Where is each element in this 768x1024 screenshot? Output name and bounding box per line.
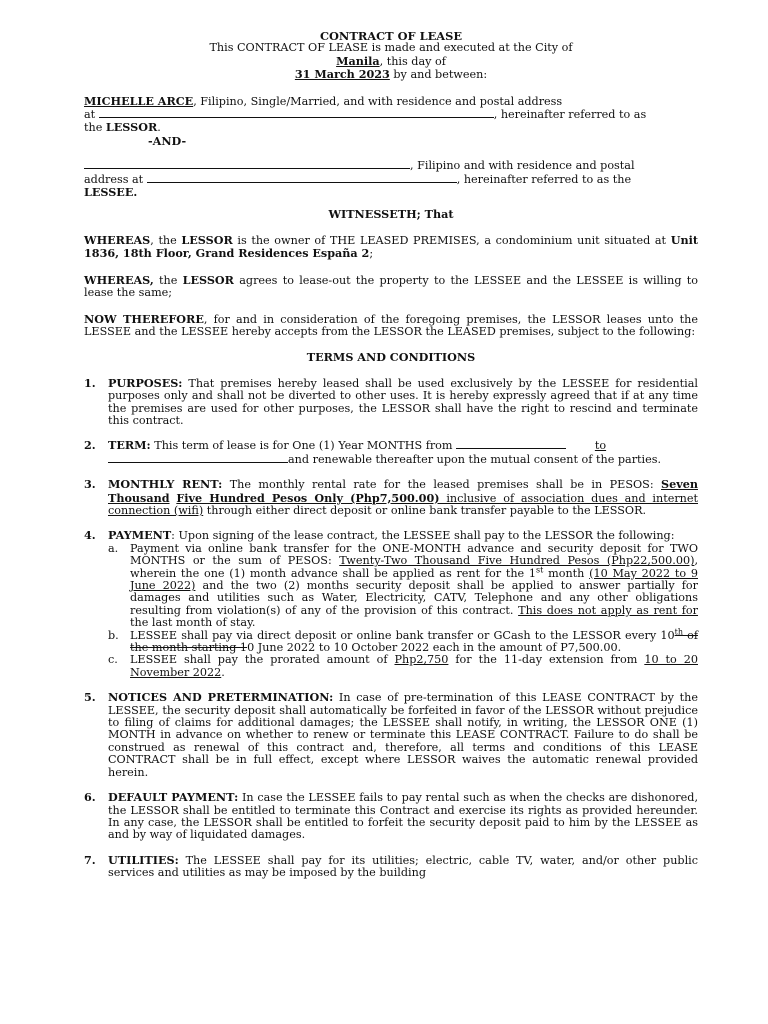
first-month-period: (10 May 2022 to 9 June 2022) — [130, 566, 698, 592]
term-text: In case of pre-termination of this LEASE CONTRACT by the LESSEE, the security deposit shall automatically be forfeited in favor of the LESSOR without prejudice to filing of claims for additional damages; the LESSEE shall notify, in writing, the LESSOR ONE (1) MONTH in advance on whether to renew or terminate this LEASE CONTRACT. Failure to do shall be construed as renewal of this contract and, therefore, all terms and conditions of this LEASE CONTRACT shall be in full effect, except where LESSOR waives the automatic renewal provided herein. — [108, 691, 698, 779]
lessee-name-blank — [84, 159, 410, 169]
payment-item-c — [108, 654, 698, 679]
document-title: CONTRACT OF LEASE — [319, 29, 463, 43]
term-number: 3. — [84, 477, 96, 492]
and-separator: -AND- — [148, 133, 187, 148]
term-heading: PAYMENT — [108, 528, 172, 543]
now-therefore — [84, 313, 698, 339]
term-utilities — [84, 854, 698, 880]
now-therefore-text: , for and in consideration of the foregoing premises, the LESSOR leases unto the LESSEE and the LESSEE hereby accepts from the LESSOR the LEASED premises, subject to the following: — [84, 312, 698, 338]
whereas-2-lead: WHEREAS, — [84, 272, 154, 287]
payment-item-a — [108, 543, 698, 630]
superscript-st: st — [536, 564, 544, 574]
item-a-text-4: and the two (2) months security deposit shall be applied to answer partially for damages and utilities such as Water, Electricity, CATV, Telephone and any other obligations resulting from violation(s) of any of the provision of this contract. — [130, 579, 698, 617]
item-b-text-1: LESSEE shall pay via direct deposit or online bank transfer or GCash to the LESSOR every 10 — [130, 628, 675, 642]
item-letter: c. — [108, 653, 118, 667]
city-line — [84, 55, 698, 68]
term-heading: DEFAULT PAYMENT: — [108, 790, 239, 805]
term-purposes — [84, 377, 698, 428]
whereas-1-lead: WHEREAS — [84, 232, 151, 247]
superscript-th: th — [674, 626, 683, 636]
term-start-blank — [456, 439, 566, 449]
term-heading: TERM: — [108, 438, 151, 453]
lessee-address-blank — [147, 173, 457, 183]
whereas-1-text-b: is the owner of THE LEASED PREMISES, a condominium unit situated at — [232, 233, 671, 247]
whereas-2-text-a: the — [153, 273, 183, 287]
item-c-text-1: LESSEE shall pay the prorated amount of — [130, 653, 395, 667]
witnesseth-heading: WITNESSETH; That — [328, 207, 454, 222]
term-text-b: and renewable thereafter upon the mutual consent of the parties. — [288, 452, 662, 466]
deposit-amount: Twenty-Two Thousand Five Hundred Pesos (Php22,500.00) — [339, 554, 695, 568]
item-letter: a. — [108, 541, 119, 555]
this-day: , this day of — [379, 54, 446, 68]
lessee-desc: , Filipino and with residence and postal — [410, 159, 635, 173]
term-heading: PURPOSES: — [108, 375, 183, 390]
term-text-a: This term of lease is for One (1) Year MONTHS from — [150, 439, 457, 453]
lessor-period: . — [157, 121, 161, 135]
term-text: The LESSEE shall pay for its utilities; electric, cable TV, water, and/or other public services and utilities as may be imposed by the building — [108, 853, 698, 880]
term-number: 4. — [84, 528, 96, 543]
prorated-amount: Php2,750 — [394, 653, 449, 667]
not-rent-note: This does not apply as rent for — [518, 603, 699, 617]
term-default-payment — [84, 791, 698, 842]
item-b-text-2: 0 June 2022 to 10 October 2022 each in the amount of P7,500.00. — [247, 641, 622, 655]
item-c-text-3: . — [221, 665, 225, 679]
whereas-2-text-b: agrees to lease-out the property to the LESSEE and the LESSEE is willing to lease the same; — [84, 273, 698, 300]
rent-inclusions: inclusive of association dues and internet connection (wifi) — [108, 491, 698, 517]
whereas-1 — [84, 234, 698, 261]
item-a-text-3: month — [543, 566, 590, 580]
lessor-paragraph — [84, 95, 698, 135]
item-letter: b. — [108, 628, 119, 642]
lessor-referred: , hereinafter referred to as — [493, 108, 647, 122]
struck-text: of the month starting 1 — [130, 628, 698, 655]
term-heading: UTILITIES: — [108, 852, 179, 867]
lessee-address-at: address at — [84, 172, 144, 186]
term-intro: : Upon signing of the lease contract, the LESSEE shall pay to the LESSOR the following: — [171, 529, 675, 543]
contract-date: 31 March 2023 — [294, 67, 390, 82]
payment-item-b — [108, 626, 698, 655]
whereas-2 — [84, 274, 698, 300]
term-number: 6. — [84, 790, 96, 805]
rent-amount: Five Hundred Pesos Only (Php7,500.00) — [176, 490, 440, 505]
terms-list — [84, 377, 698, 880]
term-to: to — [594, 439, 607, 453]
unit-location: Unit 1836, 18th Floor, Grand Residences España 2 — [84, 232, 698, 261]
item-a-text-5: the last month of stay. — [130, 616, 256, 630]
lessor-address-blank — [99, 108, 494, 118]
term-number: 2. — [84, 438, 96, 453]
whereas-2-lessor: LESSOR — [182, 272, 234, 287]
lessor-name: MICHELLE ARCE — [84, 93, 194, 108]
term-heading: MONTHLY RENT: — [108, 477, 223, 492]
term-monthly-rent — [84, 478, 698, 517]
term-text: That premises hereby leased shall be used exclusively by the LESSEE for residential purposes only and shall not be diverted to other uses. It is hereby expressly agreed that if at any time the premises are used for other purposes, the LESSOR shall have the right to rescind and terminate this contract. — [108, 376, 698, 427]
term-text: In case the LESSEE fails to pay rental such as when the checks are dishonored, the LESSOR shall be entitled to terminate this Contract and exercise its rights as provided hereunder. In any case, the LESSOR shall be entitled to forfeit the security deposit paid to him by the LESSEE as and by way of liquidated damages. — [108, 791, 698, 842]
term-notices — [84, 691, 698, 779]
item-a-text-2: , wherein the one (1) month advance shall be applied as rent for the 1 — [130, 554, 698, 580]
lessee-paragraph — [84, 159, 698, 199]
lessee-role: LESSEE. — [84, 185, 138, 200]
now-therefore-lead: NOW THEREFORE — [84, 311, 204, 326]
lessor-role: LESSOR — [105, 120, 158, 135]
term-end-blank — [108, 453, 288, 463]
term-number: 5. — [84, 690, 96, 705]
whereas-1-text-a: , the — [150, 233, 182, 247]
extension-period: 10 to 20 November 2022 — [130, 653, 698, 679]
date-line — [84, 68, 698, 81]
item-a-text-1: Payment via online bank transfer for the ONE-MONTH advance and security deposit for TWO MONTHS or the sum of PESOS: — [130, 541, 698, 568]
term-number: 7. — [84, 852, 96, 867]
whereas-1-lessor: LESSOR — [181, 232, 233, 247]
lessor-desc: , Filipino, Single/Married, and with residence and postal address — [193, 94, 563, 108]
whereas-1-end: ; — [369, 247, 374, 261]
rent-amount-words: Seven Thousand — [108, 477, 698, 505]
item-c-text-2: for the 11-day extension from — [448, 653, 645, 667]
intro-line: This CONTRACT OF LEASE is made and executed at the City of — [209, 41, 573, 55]
term-text-a: The monthly rental rate for the leased premises shall be in PESOS: — [222, 478, 662, 492]
term-number: 1. — [84, 375, 96, 390]
lessor-at: at — [84, 108, 96, 122]
term-term — [84, 439, 698, 466]
lessor-the: the — [84, 121, 106, 135]
city: Manila — [336, 53, 380, 68]
term-payment — [84, 529, 698, 679]
term-heading: NOTICES AND PRETERMINATION: — [108, 690, 334, 705]
term-text-b: through either direct deposit or online bank transfer payable to the LESSOR. — [203, 503, 647, 517]
terms-heading: TERMS AND CONDITIONS — [306, 350, 476, 365]
by-between: by and between: — [389, 68, 488, 82]
lessee-referred: , hereinafter referred to as the — [456, 172, 632, 186]
